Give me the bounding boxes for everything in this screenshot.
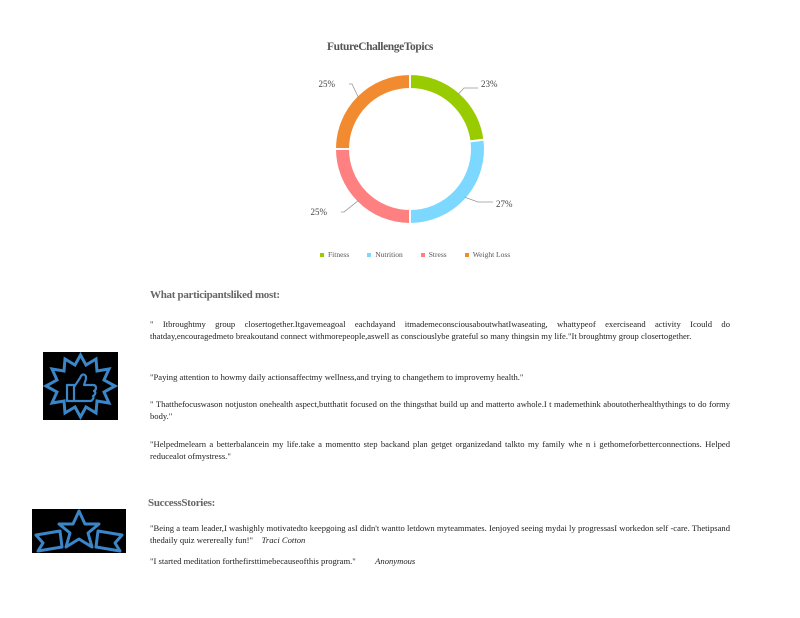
participants-heading: What participantsliked most: (150, 289, 280, 301)
thumbs-up-starburst-icon (43, 352, 118, 420)
legend-label-fitness: Fitness (328, 250, 350, 259)
legend-swatch-stress (421, 253, 425, 257)
participant-quote-4: "Helpedmelearn a betterbalancein my life.take a momentto step backand plan getget organizedand talkto my family whe n i gethomeforbetterconnections. Helped reducealot ofmystress." (150, 439, 730, 461)
success-story-2-author: Anonymous (375, 556, 416, 566)
legend-label-stress: Stress (428, 250, 447, 259)
legend-item-nutrition (367, 250, 403, 259)
legend-item-fitness (320, 250, 349, 259)
data-label-stress: 25% (310, 207, 327, 217)
donut-slice-weight-loss (335, 74, 410, 149)
participant-quote-2: "Paying attention to howmy daily actionsaffectmy wellness,and trying to changethem to improvemy health." (150, 372, 524, 382)
success-story-2-text: "I started meditation forthefirsttimebecauseofthis program." (150, 556, 356, 566)
legend-label-nutrition: Nutrition (375, 250, 403, 259)
legend-swatch-fitness (320, 253, 324, 257)
success-heading: SuccessStories: (148, 497, 215, 509)
donut-slice-fitness (410, 74, 484, 141)
leader-line-stress (341, 201, 358, 212)
leader-line-nutrition (465, 197, 493, 202)
legend-label-weight-loss: Weight Loss (472, 250, 511, 259)
participant-quote-3: " Thatthefocuswason notjuston onehealth aspect,butthatit focused on the thingsthat build up and matterto awhole.I t mademethink aboutotherhealthythings to do formy body." (150, 399, 730, 421)
legend-swatch-nutrition (367, 253, 371, 257)
legend-swatch-weight-loss (465, 253, 469, 257)
data-label-weight-loss: 25% (318, 79, 335, 89)
success-story-1-text: "Being a team leader,I washighly motivatedto keepgoing asI didn't wantto letdown myteammates. Ienjoyed seeing mydai ly progressasI workedon self -care. Thetipsand thedaily quiz werereally fun!" (150, 523, 730, 545)
legend-item-stress (421, 250, 447, 259)
donut-slice-nutrition (410, 140, 485, 224)
participant-quote-1: " Itbroughtmy group closertogether.Itgavemeagoal eachdayand itmademeconsciousaboutwhatIwaseating, whattypeof exerciseand activity Icould do thatday,encouragedmeto breakoutand connect withmorepeople,aswell as consciouslybe grateful so many thingsin my life."It broughtmy group closertogether. (150, 319, 730, 341)
star-ribbon-icon (32, 509, 126, 553)
chart-title: FutureChallengeTopics (327, 41, 433, 53)
success-story-1 (150, 522, 730, 546)
success-story-2 (150, 555, 730, 567)
data-label-fitness: 23% (481, 79, 498, 89)
legend-item-weight-loss (465, 250, 511, 259)
chart-legend (320, 250, 510, 259)
donut-slice-stress (335, 149, 410, 224)
data-label-nutrition: 27% (496, 199, 513, 209)
success-story-1-author: Traci Cotton (261, 535, 306, 545)
